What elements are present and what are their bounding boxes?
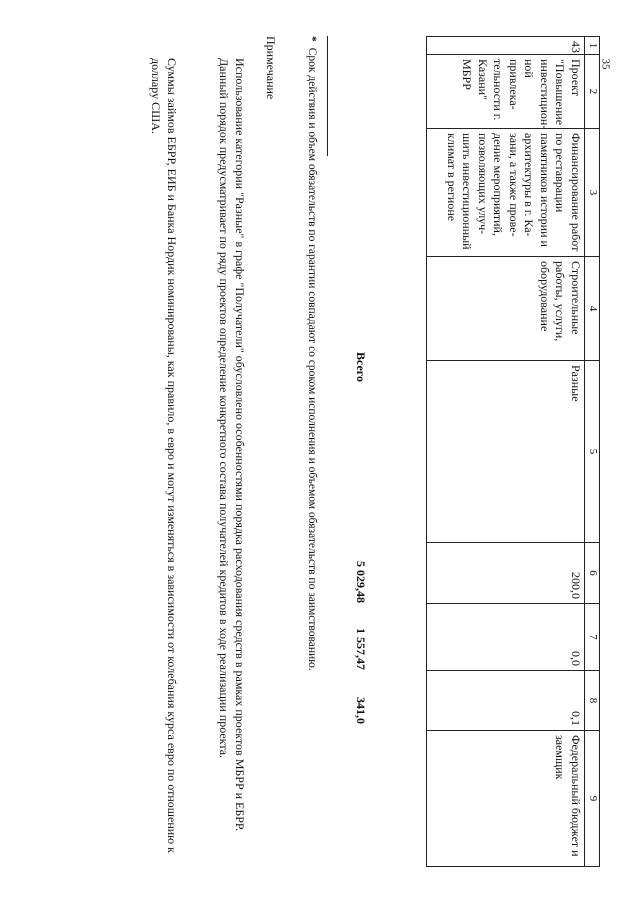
note-paragraph: Использование категории "Разные" в графе "Получатели" обусловлено особенностями порядка расходования средств в рамках проектов МБРР и ЕБРР. Данный порядок предусматривает по ряду проектов определение конкретного состава получателей кредитов в ходе реализации проекта. [217,58,247,832]
total-label: Всего [354,352,368,382]
works-cell: Строительные работы, услуги, оборудование [427,257,585,361]
footnote-mark: * [306,36,318,42]
total-value-7: 1 557,47 [354,628,368,670]
page-number: 35 [599,58,612,70]
note-paragraph: Суммы займов ЕБРР, ЕИБ и Банка Нордик номинированы, как правило, в евро и могут изменяться в зависимости от колебания курса евро по отношению к доллару США. [149,58,179,853]
footnote-text: Срок действия и объем обязательств по гарантии совпадают со сроком исполнения и объемом обязательств по заимствованию. [306,47,318,671]
total-row [348,36,368,866]
column-number: 5 [585,361,600,543]
table-row [427,37,585,867]
footnote-divider [327,36,328,156]
recipients-cell: Разные [427,361,585,543]
column-number: 9 [585,731,600,867]
column-number-row [585,37,600,867]
amount-cell-6: 200,0 [427,543,585,604]
total-value-6: 5 029,48 [354,561,368,603]
column-number: 2 [585,55,600,129]
column-number: 3 [585,129,600,257]
amount-cell-8: 0,1 [427,671,585,731]
row-number-cell: 43 [427,37,585,55]
column-number: 8 [585,671,600,731]
funding-source-cell: Федеральный бюджет и заемщик [427,731,585,867]
footnote [304,36,319,866]
guarantees-table [426,36,600,867]
total-value-8: 341,0 [354,697,368,724]
column-number: 6 [585,543,600,604]
column-number: 7 [585,604,600,671]
column-number: 1 [585,37,600,55]
note-title: Примечание [264,36,278,100]
rotated-page-content [40,36,600,866]
column-number: 4 [585,257,600,361]
purpose-cell: Финансирование работ по реставрации памятников истории и архитектуры в г. Ка-зани, а также прове-дение мероприятий, позволяющих улуч-шить инвестиционный климат в регионе [427,129,585,257]
project-name-cell: Проект "Повышение инвестицион-ной привлека-тельности г. Казани" МБРР [427,55,585,129]
amount-cell-7: 0,0 [427,604,585,671]
